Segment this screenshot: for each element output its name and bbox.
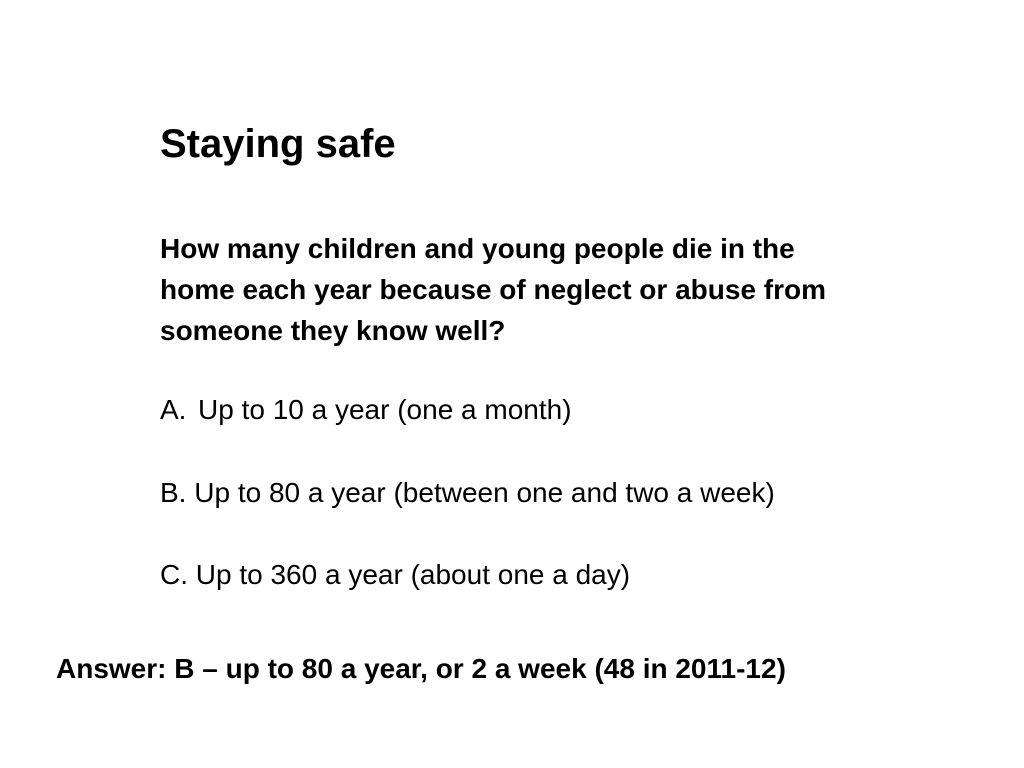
question-line: How many children and young people die in the <box>160 233 795 264</box>
option-c <box>160 557 630 593</box>
option-b-letter: B. <box>160 477 187 508</box>
option-c-letter: C. <box>160 559 188 590</box>
option-a-letter: A. <box>160 394 187 425</box>
option-b <box>160 475 775 511</box>
slide-title: Staying safe <box>160 122 396 166</box>
option-b-text: Up to 80 a year (between one and two a week) <box>186 477 775 508</box>
question-line: home each year because of neglect or abuse from <box>160 274 827 305</box>
option-a-text: Up to 10 a year (one a month) <box>198 394 572 425</box>
option-a <box>160 392 572 428</box>
question-line: someone they know well? <box>160 315 506 346</box>
answer-text: Answer: B – up to 80 a year, or 2 a week (48 in 2011-12) <box>56 653 786 684</box>
question-text <box>160 228 1000 351</box>
option-c-text: Up to 360 a year (about one a day) <box>188 559 631 590</box>
